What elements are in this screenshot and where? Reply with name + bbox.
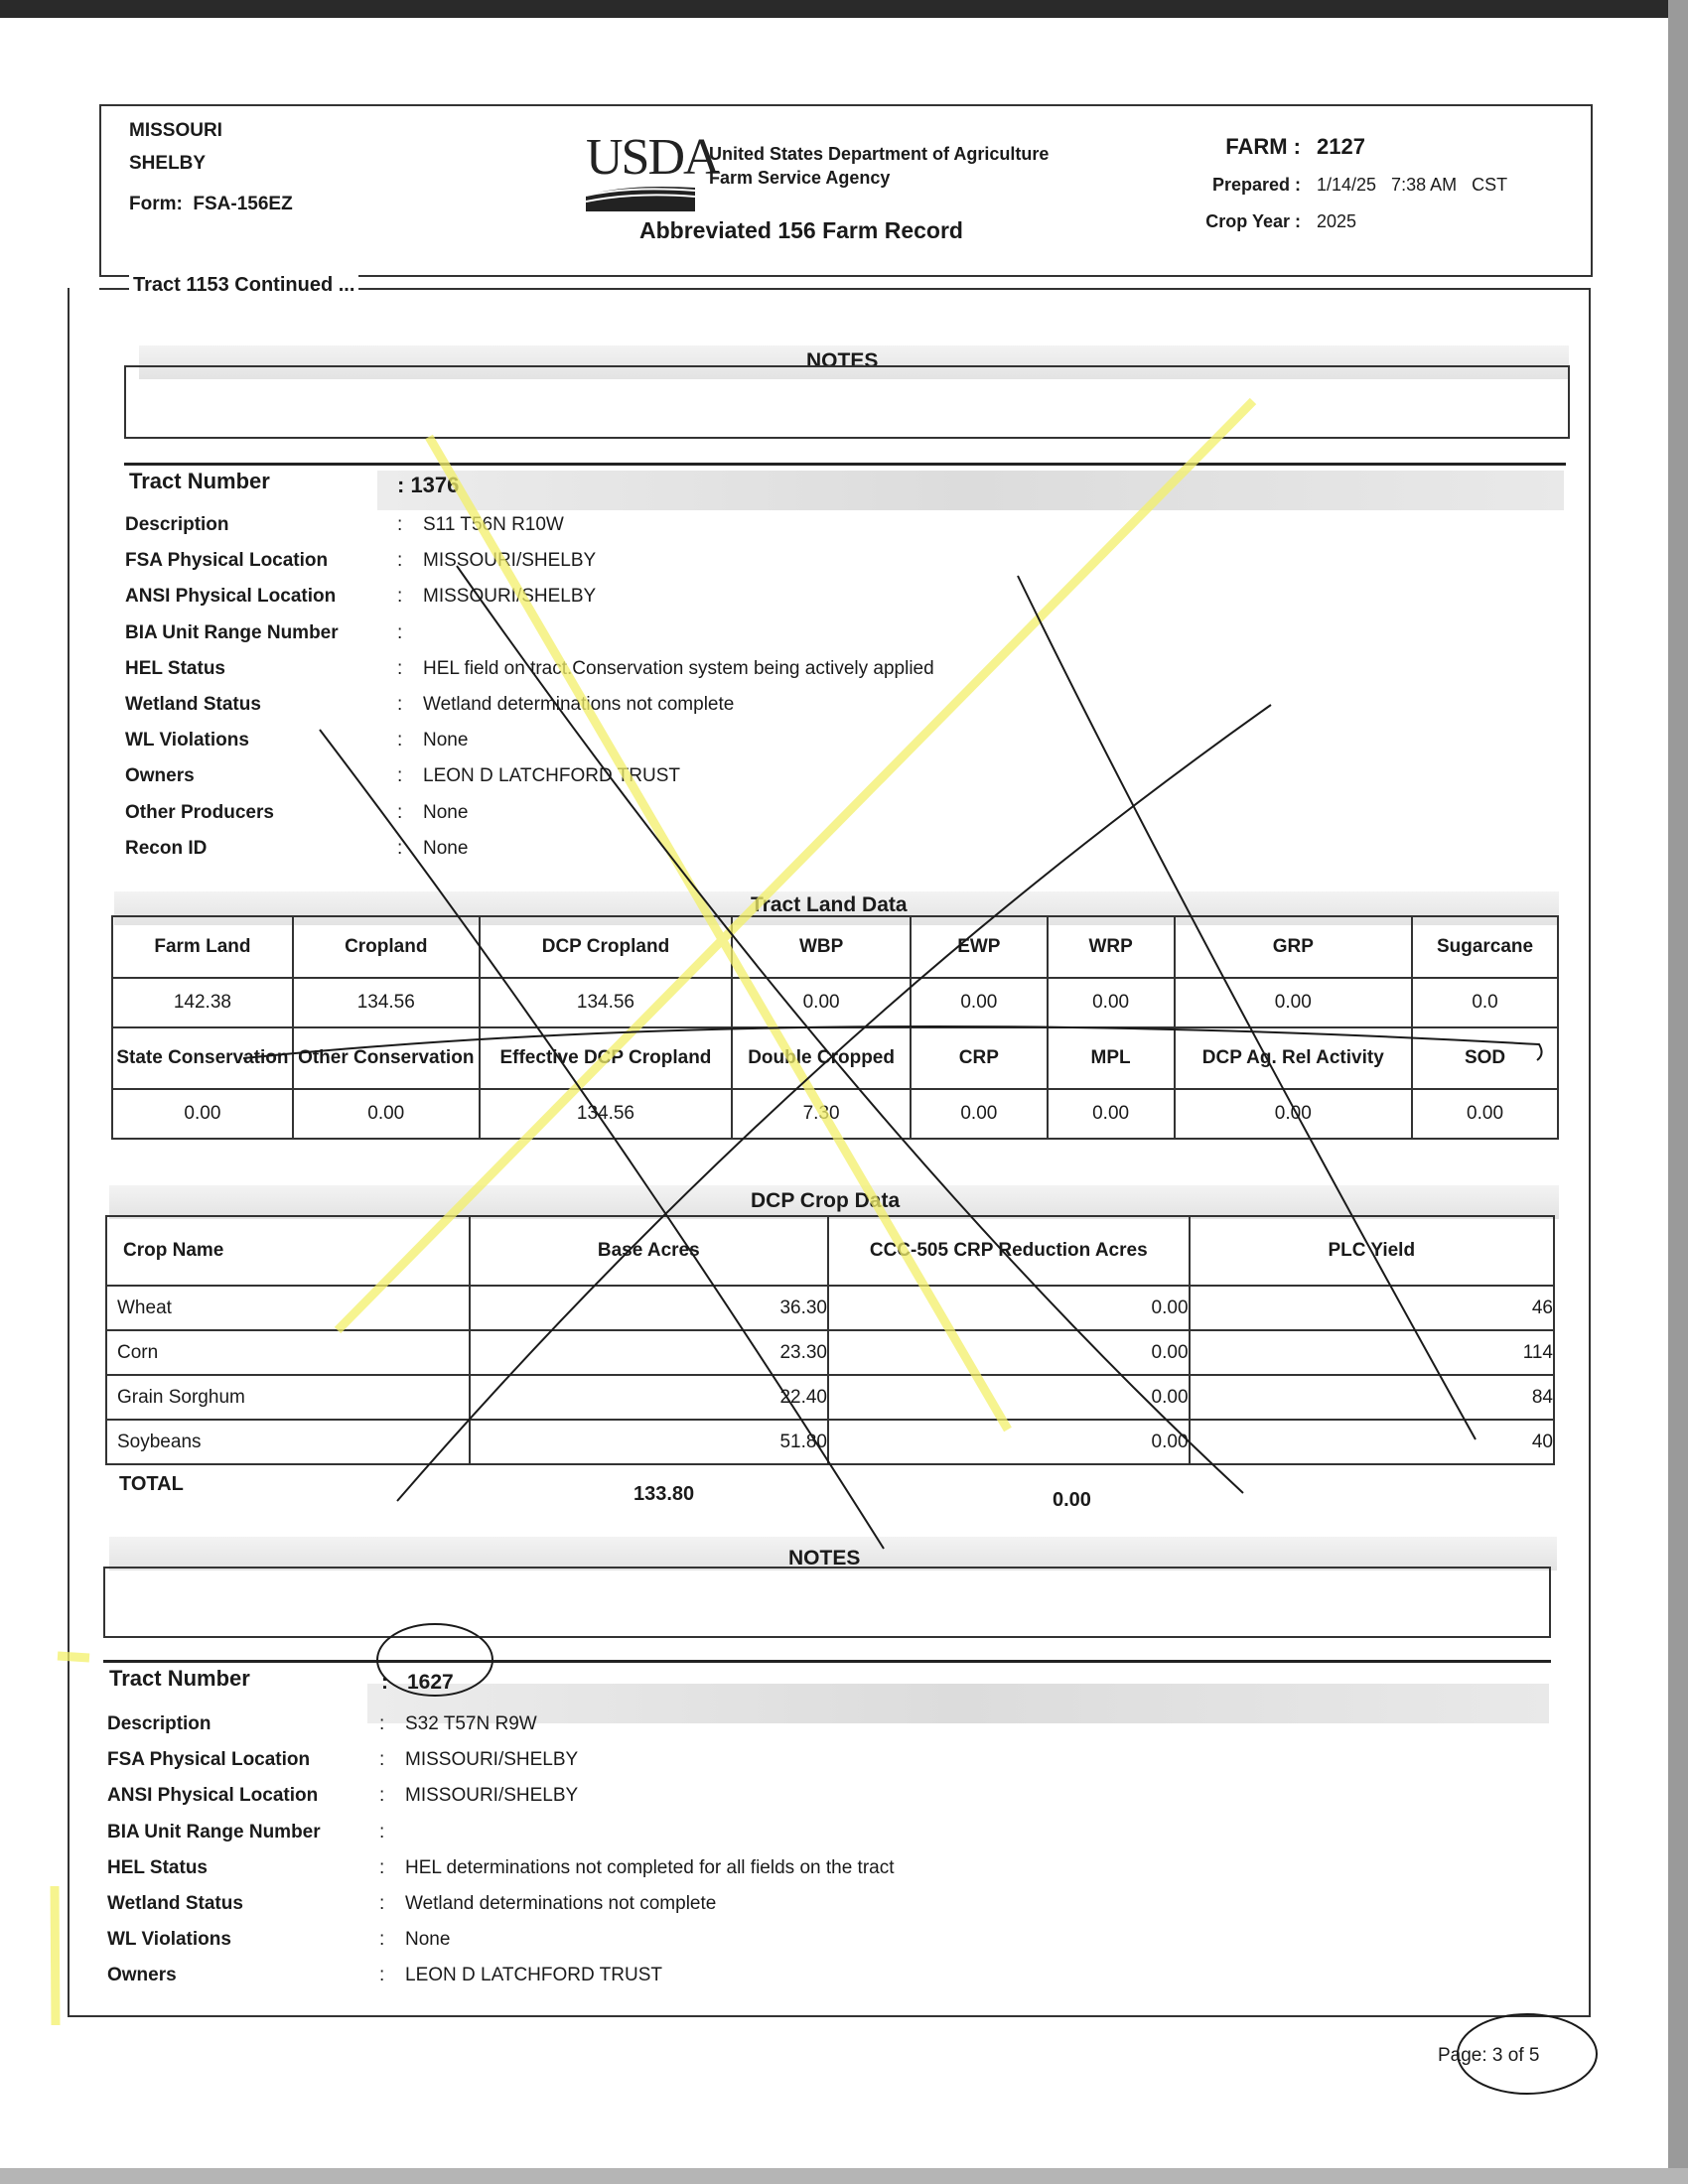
land-value-cell: 0.00	[112, 1089, 293, 1139]
continued-heading: Tract 1153 Continued ...	[129, 274, 358, 297]
notes-box-2	[103, 1567, 1551, 1638]
scan-edge-top	[0, 0, 1688, 18]
tract1-field-colon: :	[397, 657, 403, 679]
tract1-field-label: BIA Unit Range Number	[125, 621, 339, 643]
tract-number-value-2: 1627	[407, 1671, 454, 1694]
land-value-cell: 0.0	[1412, 978, 1558, 1027]
agency-name	[709, 142, 1049, 190]
tract-number-label-1: Tract Number	[129, 469, 270, 493]
total-label: TOTAL	[119, 1473, 184, 1495]
tract2-field-value: None	[405, 1929, 451, 1951]
tract2-field-value: LEON D LATCHFORD TRUST	[405, 1965, 662, 1986]
crop-base-cell: 22.40	[470, 1375, 828, 1420]
crop-plc-cell: 114	[1190, 1330, 1554, 1375]
tract1-field-colon: :	[397, 801, 403, 823]
usda-logo-text: USDA	[586, 129, 719, 186]
page-number: Page: 3 of 5	[1438, 2045, 1540, 2066]
notes-box-1	[124, 365, 1570, 439]
tract2-field-colon: :	[379, 1929, 385, 1951]
crop-row	[106, 1375, 1554, 1420]
tract2-field-label: BIA Unit Range Number	[107, 1821, 321, 1843]
tract-band-1	[377, 471, 1564, 510]
land-header-cell: GRP	[1175, 916, 1413, 978]
crop-ccc-cell: 0.00	[828, 1420, 1190, 1464]
tract1-field-label: HEL Status	[125, 657, 226, 679]
tract1-field-value: MISSOURI/SHELBY	[423, 550, 597, 572]
land-header-cell: Sugarcane	[1412, 916, 1558, 978]
land-value-cell: 0.00	[1048, 1089, 1175, 1139]
tract1-field-value: HEL field on tract.Conservation system being actively applied	[423, 657, 934, 679]
tract2-field-value: MISSOURI/SHELBY	[405, 1785, 579, 1807]
crop-year-value: 2025	[1317, 211, 1357, 231]
tract2-field-colon: :	[379, 1749, 385, 1771]
tract2-field-label: ANSI Physical Location	[107, 1785, 319, 1807]
land-value-row-2	[112, 1089, 1558, 1139]
crop-header-cell: Base Acres	[470, 1216, 828, 1286]
header-box	[99, 104, 1593, 277]
tract-number-value-1: : 1376	[397, 473, 460, 497]
tract2-field-label: FSA Physical Location	[107, 1749, 311, 1771]
tract-number-label-2: Tract Number	[109, 1666, 250, 1691]
crop-name-cell: Corn	[106, 1330, 470, 1375]
tract1-field-label: Wetland Status	[125, 694, 261, 715]
land-value-cell: 0.00	[1412, 1089, 1558, 1139]
tract1-field-value: None	[423, 801, 469, 823]
tract2-field-value: MISSOURI/SHELBY	[405, 1749, 579, 1771]
crop-header-cell: Crop Name	[106, 1216, 470, 1286]
land-value-cell: 0.00	[1048, 978, 1175, 1027]
tract1-field-label: Description	[125, 514, 229, 535]
tract1-field-colon: :	[397, 550, 403, 572]
prepared-value: 1/14/25 7:38 AM CST	[1317, 175, 1508, 195]
form-value: FSA-156EZ	[193, 194, 293, 214]
tract1-field-label: WL Violations	[125, 730, 249, 751]
land-header-cell: DCP Cropland	[480, 916, 733, 978]
agency-line-1: United States Department of Agriculture	[709, 144, 1050, 164]
crop-name-cell: Wheat	[106, 1286, 470, 1330]
land-value-cell: 134.56	[293, 978, 480, 1027]
tract2-field-colon: :	[379, 1821, 385, 1843]
land-value-cell: 0.00	[732, 978, 911, 1027]
land-header-cell: DCP Ag. Rel Activity	[1175, 1027, 1413, 1089]
tract1-field-colon: :	[397, 694, 403, 715]
crop-name-cell: Grain Sorghum	[106, 1375, 470, 1420]
crop-plc-cell: 84	[1190, 1375, 1554, 1420]
land-header-cell: Effective DCP Cropland	[480, 1027, 733, 1089]
tract1-field-colon: :	[397, 730, 403, 751]
total-ccc-acres: 0.00	[1053, 1489, 1091, 1511]
tract1-field-value: None	[423, 837, 469, 859]
crop-plc-cell: 40	[1190, 1420, 1554, 1464]
land-header-cell: MPL	[1048, 1027, 1175, 1089]
tract1-field-label: ANSI Physical Location	[125, 586, 337, 608]
tract2-field-colon: :	[379, 1713, 385, 1734]
tract2-field-value: Wetland determinations not complete	[405, 1893, 717, 1914]
usda-hills-icon	[586, 182, 695, 211]
form-label: Form:	[129, 194, 183, 214]
tract2-field-colon: :	[379, 1785, 385, 1807]
scan-edge-bottom	[0, 2168, 1688, 2184]
tract1-field-colon: :	[397, 514, 403, 535]
land-header-cell: Other Conservation	[293, 1027, 480, 1089]
crop-base-cell: 51.80	[470, 1420, 828, 1464]
land-header-cell: WBP	[732, 916, 911, 978]
land-header-cell: Double Cropped	[732, 1027, 911, 1089]
crop-rows	[106, 1286, 1554, 1464]
tract2-field-label: Wetland Status	[107, 1893, 243, 1914]
land-value-cell: 134.56	[480, 1089, 733, 1139]
land-value-cell: 0.00	[911, 1089, 1048, 1139]
tract1-field-colon: :	[397, 837, 403, 859]
crop-header-cell: PLC Yield	[1190, 1216, 1554, 1286]
land-value-cell: 0.00	[293, 1089, 480, 1139]
tract1-field-label: Recon ID	[125, 837, 208, 859]
land-header-row-2	[112, 1027, 1558, 1089]
tract1-field-value: MISSOURI/SHELBY	[423, 586, 597, 608]
land-header-cell: Cropland	[293, 916, 480, 978]
land-header-cell: EWP	[911, 916, 1048, 978]
tract1-field-colon: :	[397, 586, 403, 608]
form-line	[129, 188, 293, 220]
crop-plc-cell: 46	[1190, 1286, 1554, 1330]
tract2-field-colon: :	[379, 1856, 385, 1878]
crop-ccc-cell: 0.00	[828, 1375, 1190, 1420]
crop-name-cell: Soybeans	[106, 1420, 470, 1464]
usda-logo	[586, 129, 719, 216]
land-value-cell: 0.00	[1175, 978, 1413, 1027]
tract2-field-label: HEL Status	[107, 1856, 209, 1878]
header-location	[129, 114, 293, 220]
land-data-table	[111, 915, 1559, 1140]
tract2-field-label: Description	[107, 1713, 211, 1734]
total-base-acres: 133.80	[633, 1483, 695, 1505]
tract1-field-label: Owners	[125, 765, 195, 787]
crop-data-title: DCP Crop Data	[751, 1189, 901, 1212]
land-header-cell: Farm Land	[112, 916, 293, 978]
land-value-cell: 7.30	[732, 1089, 911, 1139]
land-value-cell: 134.56	[480, 978, 733, 1027]
farm-label: FARM :	[1225, 134, 1301, 159]
land-value-cell: 0.00	[1175, 1089, 1413, 1139]
tract1-field-value: LEON D LATCHFORD TRUST	[423, 765, 680, 787]
crop-row	[106, 1330, 1554, 1375]
record-title: Abbreviated 156 Farm Record	[639, 217, 963, 243]
tract1-field-value: S11 T56N R10W	[423, 514, 564, 535]
crop-ccc-cell: 0.00	[828, 1330, 1190, 1375]
crop-year-label: Crop Year :	[1205, 211, 1301, 231]
farm-value: 2127	[1317, 134, 1365, 159]
land-value-row-1	[112, 978, 1558, 1027]
tract1-field-value: Wetland determinations not complete	[423, 694, 735, 715]
crop-base-cell: 23.30	[470, 1330, 828, 1375]
notes-title-2: NOTES	[788, 1547, 861, 1570]
land-header-cell: State Conservation	[112, 1027, 293, 1089]
crop-ccc-cell: 0.00	[828, 1286, 1190, 1330]
land-value-cell: 142.38	[112, 978, 293, 1027]
land-header-row-1	[112, 916, 1558, 978]
scan-edge-right	[1668, 0, 1688, 2184]
tract1-field-colon: :	[397, 621, 403, 643]
tract1-field-value: None	[423, 730, 469, 751]
header-meta	[1184, 128, 1507, 240]
land-value-cell: 0.00	[911, 978, 1048, 1027]
land-header-cell: CRP	[911, 1027, 1048, 1089]
state-name: MISSOURI	[129, 120, 222, 141]
crop-row	[106, 1286, 1554, 1330]
tract2-field-colon: :	[379, 1965, 385, 1986]
tract2-field-label: Owners	[107, 1965, 177, 1986]
tract1-field-label: FSA Physical Location	[125, 550, 329, 572]
tract2-field-value: HEL determinations not completed for all fields on the tract	[405, 1856, 895, 1878]
agency-line-2: Farm Service Agency	[709, 168, 891, 188]
crop-header-row	[106, 1216, 1554, 1286]
prepared-label: Prepared :	[1211, 175, 1301, 195]
crop-header-cell: CCC-505 CRP Reduction Acres	[828, 1216, 1190, 1286]
crop-row	[106, 1420, 1554, 1464]
tract2-field-value: S32 T57N R9W	[405, 1713, 537, 1734]
land-data-title: Tract Land Data	[751, 893, 908, 916]
section-divider-2	[103, 1660, 1551, 1663]
tract-band-2	[367, 1684, 1549, 1723]
section-divider-1	[124, 463, 1566, 466]
crop-base-cell: 36.30	[470, 1286, 828, 1330]
crop-data-table	[105, 1215, 1555, 1465]
county-name: SHELBY	[129, 153, 207, 174]
tract2-field-colon: :	[379, 1893, 385, 1914]
tract1-field-label: Other Producers	[125, 801, 274, 823]
tract1-field-colon: :	[397, 765, 403, 787]
notes-title-1: NOTES	[806, 349, 879, 372]
land-header-cell: SOD	[1412, 1027, 1558, 1089]
tract2-field-label: WL Violations	[107, 1929, 231, 1951]
land-header-cell: WRP	[1048, 916, 1175, 978]
